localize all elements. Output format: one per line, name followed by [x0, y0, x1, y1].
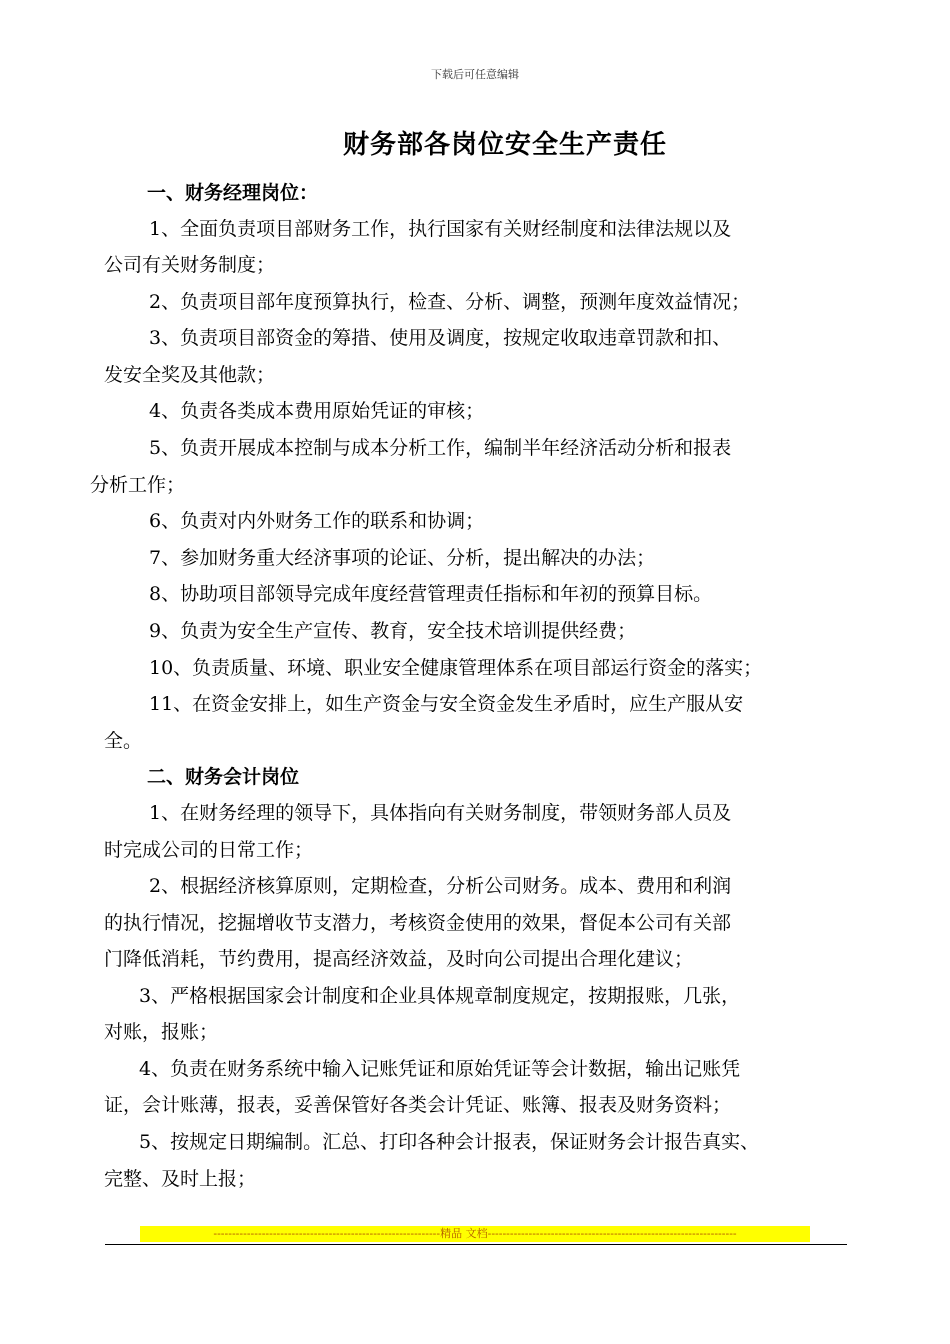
paragraph-line: 11、在资金安排上，如生产资金与安全资金发生矛盾时，应生产服从安	[149, 693, 744, 715]
paragraph-line: 时完成公司的日常工作；	[104, 839, 314, 861]
paragraph-line: 公司有关财务制度；	[104, 254, 276, 276]
paragraph-line: 3、严格根据国家会计制度和企业具体规章制度规定，按期报账，几张，	[139, 985, 741, 1007]
section-heading-finance-manager: 一、财务经理岗位：	[147, 182, 319, 204]
paragraph-line: 1、全面负责项目部财务工作，执行国家有关财经制度和法律法规以及	[149, 218, 732, 240]
paragraph-line: 发安全奖及其他款；	[104, 364, 276, 386]
paragraph-line: 2、根据经济核算原则，定期检查，分析公司财务。成本、费用和利润	[149, 875, 732, 897]
paragraph-line: 5、按规定日期编制。汇总、打印各种会计报表，保证财务会计报告真实、	[139, 1131, 760, 1153]
paragraph-line: 对账，报账；	[104, 1021, 219, 1043]
paragraph-line: 的执行情况，挖掘增收节支潜力，考核资金使用的效果，督促本公司有关部	[104, 912, 732, 934]
paragraph-line: 5、负责开展成本控制与成本分析工作，编制半年经济活动分析和报表	[149, 437, 732, 459]
paragraph-line: 10、负责质量、环境、职业安全健康管理体系在项目部运行资金的落实；	[149, 657, 763, 679]
paragraph-line: 4、负责在财务系统中输入记账凭证和原始凭证等会计数据，输出记账凭	[139, 1058, 741, 1080]
section-heading-accountant: 二、财务会计岗位	[147, 766, 300, 788]
footer-divider	[105, 1244, 847, 1245]
header-note: 下载后可任意编辑	[431, 68, 519, 81]
paragraph-line: 4、负责各类成本费用原始凭证的审核；	[149, 400, 485, 422]
paragraph-line: 9、负责为安全生产宣传、教育，安全技术培训提供经费；	[149, 620, 637, 642]
paragraph-line: 完整、及时上报；	[104, 1168, 257, 1190]
paragraph-line: 全。	[104, 730, 143, 752]
paragraph-line: 分析工作；	[90, 474, 186, 496]
paragraph-line: 证，会计账薄，报表，妥善保管好各类会计凭证、账簿、报表及财务资料；	[104, 1094, 732, 1116]
paragraph-line: 1、在财务经理的领导下，具体指向有关财务制度，带领财务部人员及	[149, 802, 732, 824]
paragraph-line: 2、负责项目部年度预算执行，检查、分析、调整，预测年度效益情况；	[149, 291, 751, 313]
paragraph-line: 6、负责对内外财务工作的联系和协调；	[149, 510, 485, 532]
paragraph-line: 3、负责项目部资金的筹措、使用及调度，按规定收取违章罚款和扣、	[149, 327, 732, 349]
paragraph-line: 8、协助项目部领导完成年度经营管理责任指标和年初的预算目标。	[149, 583, 713, 605]
paragraph-line: 7、参加财务重大经济事项的论证、分析，提出解决的办法；	[149, 547, 656, 569]
document-title: 财务部各岗位安全生产责任	[342, 130, 667, 160]
footer-watermark-bar: -------------------------------------------------------------精品 文档-------------------------------------------------------------------	[140, 1226, 810, 1242]
paragraph-line: 门降低消耗，节约费用，提高经济效益，及时向公司提出合理化建议；	[104, 948, 694, 970]
